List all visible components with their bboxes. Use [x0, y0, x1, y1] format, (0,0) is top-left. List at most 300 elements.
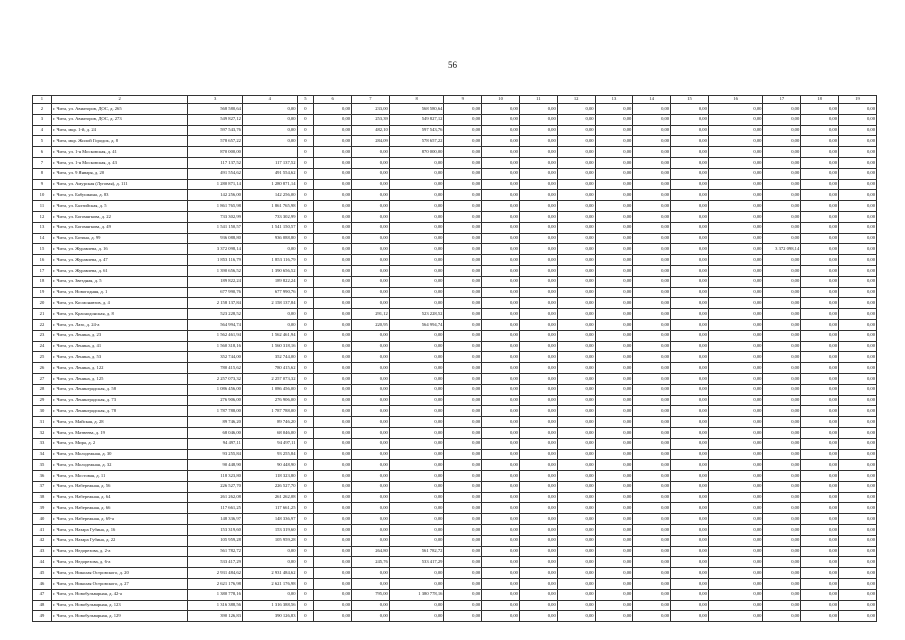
value-cell: 0,00 — [482, 265, 520, 276]
value-cell: 2 257 073,32 — [242, 373, 297, 384]
value-cell: 0,00 — [801, 211, 839, 222]
value-cell: 0,00 — [595, 168, 633, 179]
value-cell: 93 255,84 — [188, 449, 243, 460]
value-cell: 0 — [297, 341, 314, 352]
value-cell: 0,00 — [557, 406, 595, 417]
address-cell: г. Чита, ул. 9 Января, д. 20 — [51, 168, 187, 179]
value-cell: 0,00 — [671, 309, 709, 320]
value-cell: 0,00 — [708, 449, 763, 460]
value-cell: 0 — [297, 287, 314, 298]
value-cell: 564 994,74 — [188, 319, 243, 330]
table-row — [33, 136, 877, 147]
value-cell: 0,00 — [444, 201, 482, 212]
value-cell: 0,00 — [839, 330, 877, 341]
value-cell: 0,00 — [352, 503, 390, 514]
value-cell: 94 497,11 — [188, 438, 243, 449]
value-cell: 0,00 — [763, 568, 801, 579]
value-cell: 0,00 — [482, 136, 520, 147]
value-cell: 0,00 — [557, 535, 595, 546]
value-cell: 3 372 098,14 — [188, 244, 243, 255]
value-cell: 0,00 — [595, 449, 633, 460]
value-cell: 0,00 — [671, 341, 709, 352]
value-cell: 0,00 — [519, 147, 557, 158]
value-cell: 1 280 871,14 — [242, 179, 297, 190]
value-cell: 0,00 — [314, 136, 352, 147]
row-number-cell: 33 — [33, 438, 52, 449]
value-cell: 0,00 — [839, 125, 877, 136]
address-cell: г. Чита, ул. Молодежная, д. 32 — [51, 460, 187, 471]
value-cell: 0,00 — [519, 222, 557, 233]
value-cell: 261 262,08 — [188, 492, 243, 503]
table-row — [33, 406, 877, 417]
value-cell: 0 — [297, 471, 314, 482]
value-cell: 0,00 — [839, 168, 877, 179]
value-cell: 0,00 — [444, 319, 482, 330]
value-cell: 0,00 — [444, 341, 482, 352]
value-cell: 0 — [297, 136, 314, 147]
value-cell: 118 323,80 — [188, 471, 243, 482]
value-cell: 0,00 — [595, 568, 633, 579]
value-cell: 0,00 — [801, 546, 839, 557]
value-cell: 0,00 — [519, 406, 557, 417]
value-cell: 0,00 — [801, 514, 839, 525]
value-cell: 0,00 — [801, 287, 839, 298]
value-cell: 0,00 — [314, 589, 352, 600]
value-cell: 0,00 — [519, 471, 557, 482]
value-cell: 0,00 — [389, 287, 444, 298]
page-number: 56 — [448, 60, 457, 70]
value-cell: 0,00 — [708, 309, 763, 320]
value-cell: 0,00 — [671, 417, 709, 428]
value-cell: 0,00 — [595, 104, 633, 115]
value-cell: 0 — [297, 417, 314, 428]
value-cell: 0,00 — [314, 600, 352, 611]
value-cell: 0,00 — [671, 438, 709, 449]
row-number-cell: 25 — [33, 352, 52, 363]
table-row — [33, 352, 877, 363]
value-cell: 0,00 — [389, 255, 444, 266]
value-cell: 0,00 — [314, 417, 352, 428]
value-cell: 0,00 — [801, 276, 839, 287]
value-cell: 0,00 — [444, 503, 482, 514]
value-cell: 0,00 — [444, 104, 482, 115]
table-row — [33, 481, 877, 492]
header-cell: 1 — [33, 96, 52, 104]
value-cell: 0,00 — [708, 179, 763, 190]
value-cell: 0,00 — [444, 568, 482, 579]
value-cell: 0,00 — [763, 384, 801, 395]
value-cell: 0,00 — [444, 395, 482, 406]
value-cell: 0,00 — [595, 427, 633, 438]
address-cell: г. Чита, ул. Николая Островского, д. 20 — [51, 568, 187, 579]
value-cell: 0,00 — [557, 568, 595, 579]
value-cell: 0,00 — [595, 211, 633, 222]
value-cell: 0,00 — [801, 406, 839, 417]
row-number-cell: 41 — [33, 525, 52, 536]
value-cell: 0 — [297, 157, 314, 168]
value-cell: 0,00 — [633, 514, 671, 525]
value-cell: 0,00 — [314, 104, 352, 115]
value-cell: 0,00 — [633, 417, 671, 428]
value-cell: 0,00 — [839, 514, 877, 525]
value-cell: 0,00 — [519, 298, 557, 309]
value-cell: 0,00 — [314, 611, 352, 622]
value-cell: 0,00 — [633, 265, 671, 276]
value-cell: 0,00 — [763, 309, 801, 320]
value-cell: 0,00 — [801, 190, 839, 201]
value-cell: 0,00 — [557, 255, 595, 266]
table-row — [33, 557, 877, 568]
value-cell: 0,00 — [314, 309, 352, 320]
value-cell: 0,00 — [801, 298, 839, 309]
address-cell: г. Чита, ул. Недорезова, д. 6-а — [51, 557, 187, 568]
value-cell: 1 787 788,00 — [188, 406, 243, 417]
value-cell: 549 827,12 — [389, 114, 444, 125]
value-cell: 0,00 — [519, 190, 557, 201]
row-number-cell: 6 — [33, 147, 52, 158]
value-cell: 0,00 — [519, 341, 557, 352]
value-cell: 0,00 — [671, 481, 709, 492]
value-cell: 0,00 — [352, 276, 390, 287]
value-cell: 148 336,97 — [242, 514, 297, 525]
value-cell: 0,00 — [482, 255, 520, 266]
value-cell: 0,00 — [801, 611, 839, 622]
value-cell: 0,00 — [671, 525, 709, 536]
value-cell: 0,00 — [314, 330, 352, 341]
row-number-cell: 19 — [33, 287, 52, 298]
value-cell: 0,00 — [633, 600, 671, 611]
value-cell: 0 — [297, 104, 314, 115]
value-cell: 0,00 — [839, 157, 877, 168]
value-cell: 0,00 — [763, 600, 801, 611]
value-cell: 0,00 — [763, 265, 801, 276]
value-cell: 0,00 — [839, 201, 877, 212]
value-cell: 148 336,97 — [188, 514, 243, 525]
value-cell: 0,00 — [482, 460, 520, 471]
value-cell: 0,00 — [352, 233, 390, 244]
value-cell: 0,00 — [519, 503, 557, 514]
value-cell: 0,00 — [389, 600, 444, 611]
value-cell: 0,00 — [444, 298, 482, 309]
row-number-cell: 47 — [33, 589, 52, 600]
value-cell: 2 158 137,84 — [242, 298, 297, 309]
value-cell: 2 257 073,32 — [188, 373, 243, 384]
value-cell: 0,00 — [671, 287, 709, 298]
value-cell: 142 256,00 — [242, 190, 297, 201]
value-cell: 0,00 — [763, 417, 801, 428]
value-cell: 0 — [297, 611, 314, 622]
address-cell: г. Чита, ул. Молодежная, д. 30 — [51, 449, 187, 460]
value-cell: 0,00 — [839, 136, 877, 147]
value-cell: 1 861 765,98 — [188, 201, 243, 212]
value-cell: 0,00 — [444, 600, 482, 611]
value-cell: 1 560 318,16 — [188, 341, 243, 352]
value-cell: 0,00 — [708, 287, 763, 298]
value-cell: 0,00 — [314, 147, 352, 158]
value-cell: 0,00 — [801, 503, 839, 514]
value-cell: 0,00 — [839, 438, 877, 449]
value-cell: 0,00 — [595, 600, 633, 611]
value-cell: 0,00 — [519, 363, 557, 374]
value-cell: 0 — [297, 557, 314, 568]
value-cell: 0,00 — [633, 255, 671, 266]
value-cell: 0,00 — [801, 157, 839, 168]
value-cell: 0,00 — [671, 136, 709, 147]
value-cell: 0,00 — [314, 298, 352, 309]
value-cell: 0,00 — [763, 460, 801, 471]
value-cell: 0,00 — [671, 406, 709, 417]
value-cell: 523 228,52 — [188, 309, 243, 320]
value-cell: 0,00 — [482, 449, 520, 460]
header-cell: 9 — [444, 96, 482, 104]
address-cell: г. Чита, ул. Богомягкова, д. 49 — [51, 222, 187, 233]
value-cell: 0 — [297, 438, 314, 449]
value-cell: 0,00 — [444, 579, 482, 590]
value-cell: 0,00 — [595, 417, 633, 428]
value-cell: 0,00 — [633, 460, 671, 471]
value-cell: 0,00 — [314, 525, 352, 536]
table-row — [33, 233, 877, 244]
table-row — [33, 600, 877, 611]
value-cell: 0,00 — [633, 481, 671, 492]
value-cell: 0 — [297, 114, 314, 125]
value-cell: 0 — [297, 168, 314, 179]
value-cell: 0,00 — [444, 287, 482, 298]
value-cell: 0,00 — [801, 568, 839, 579]
value-cell: 0,00 — [595, 611, 633, 622]
table-row — [33, 503, 877, 514]
value-cell: 0,00 — [352, 492, 390, 503]
value-cell: 0,00 — [519, 579, 557, 590]
value-cell: 245,76 — [352, 557, 390, 568]
address-cell: г. Чита, ул. Авиаторов, ДОС, д. 273 — [51, 114, 187, 125]
value-cell: 0,00 — [314, 287, 352, 298]
value-cell: 0,00 — [708, 190, 763, 201]
value-cell: 0 — [297, 190, 314, 201]
table-row — [33, 309, 877, 320]
value-cell: 0,00 — [708, 460, 763, 471]
value-cell: 0,00 — [595, 309, 633, 320]
value-cell: 0,00 — [352, 190, 390, 201]
value-cell: 0,00 — [389, 535, 444, 546]
value-cell: 0,00 — [352, 363, 390, 374]
row-number-cell: 43 — [33, 546, 52, 557]
value-cell: 0,00 — [763, 276, 801, 287]
value-cell: 0,00 — [763, 395, 801, 406]
value-cell: 0,00 — [482, 341, 520, 352]
address-cell: г. Чита, ул. Новобульварная, д. 42-а — [51, 589, 187, 600]
value-cell: 0 — [297, 395, 314, 406]
value-cell: 0,00 — [352, 287, 390, 298]
value-cell: 90 448,90 — [188, 460, 243, 471]
table-row — [33, 471, 877, 482]
row-number-cell: 34 — [33, 449, 52, 460]
header-cell: 7 — [352, 96, 390, 104]
value-cell: 0,00 — [708, 546, 763, 557]
value-cell: 0,00 — [708, 373, 763, 384]
value-cell: 0,00 — [595, 579, 633, 590]
value-cell: 0,00 — [482, 546, 520, 557]
value-cell: 0,00 — [352, 579, 390, 590]
value-cell: 0,00 — [671, 363, 709, 374]
value-cell: 0,00 — [633, 611, 671, 622]
value-cell: 0,00 — [389, 298, 444, 309]
value-cell: 0,00 — [444, 384, 482, 395]
table-row — [33, 492, 877, 503]
value-cell: 0,00 — [352, 298, 390, 309]
value-cell: 0,00 — [801, 438, 839, 449]
value-cell: 0 — [297, 589, 314, 600]
value-cell: 0,00 — [801, 373, 839, 384]
value-cell: 0,00 — [763, 535, 801, 546]
value-cell: 0,00 — [519, 589, 557, 600]
value-cell: 0,00 — [633, 157, 671, 168]
value-cell: 0,00 — [801, 352, 839, 363]
value-cell: 0,00 — [389, 222, 444, 233]
value-cell: 0,00 — [763, 330, 801, 341]
value-cell: 0,00 — [633, 406, 671, 417]
value-cell: 0 — [297, 244, 314, 255]
value-cell: 1 560 318,16 — [242, 341, 297, 352]
value-cell: 0,00 — [633, 147, 671, 158]
address-cell: г. Чита, ул. Новобульварная, д. 123 — [51, 600, 187, 611]
value-cell: 0,00 — [839, 255, 877, 266]
value-cell: 0 — [297, 503, 314, 514]
value-cell: 0,00 — [314, 265, 352, 276]
value-cell: 0,00 — [595, 546, 633, 557]
value-cell: 0,00 — [389, 438, 444, 449]
value-cell: 564 994,74 — [389, 319, 444, 330]
value-cell: 0,00 — [708, 341, 763, 352]
row-number-cell: 7 — [33, 157, 52, 168]
table-row — [33, 201, 877, 212]
value-cell: 0,00 — [352, 265, 390, 276]
row-number-cell: 40 — [33, 514, 52, 525]
value-cell: 0,00 — [444, 330, 482, 341]
value-cell: 0,00 — [839, 319, 877, 330]
value-cell: 0,00 — [671, 179, 709, 190]
value-cell: 0,00 — [444, 449, 482, 460]
value-cell: 0,00 — [314, 384, 352, 395]
value-cell: 0,00 — [389, 427, 444, 438]
row-number-cell: 3 — [33, 114, 52, 125]
value-cell: 0,00 — [763, 114, 801, 125]
value-cell: 0,00 — [444, 471, 482, 482]
value-cell: 0,00 — [708, 525, 763, 536]
value-cell: 276 906,00 — [188, 395, 243, 406]
table-row — [33, 384, 877, 395]
value-cell: 0,00 — [633, 384, 671, 395]
value-cell: 0,00 — [557, 352, 595, 363]
value-cell: 0,00 — [519, 287, 557, 298]
value-cell: 0,00 — [557, 211, 595, 222]
value-cell: 0,00 — [671, 255, 709, 266]
value-cell: 352 744,00 — [242, 352, 297, 363]
value-cell: 93 255,84 — [242, 449, 297, 460]
value-cell: 0,00 — [633, 136, 671, 147]
value-cell: 0,00 — [519, 535, 557, 546]
value-cell: 0,00 — [482, 589, 520, 600]
value-cell: 0,00 — [242, 557, 297, 568]
value-cell: 90 448,90 — [242, 460, 297, 471]
value-cell: 0,00 — [444, 211, 482, 222]
value-cell: 0,00 — [708, 244, 763, 255]
value-cell: 0,00 — [595, 330, 633, 341]
value-cell: 0,00 — [444, 481, 482, 492]
value-cell: 0,00 — [708, 395, 763, 406]
value-cell: 0,00 — [314, 568, 352, 579]
value-cell: 0,00 — [839, 449, 877, 460]
value-cell: 0,00 — [839, 265, 877, 276]
value-cell: 0,00 — [633, 211, 671, 222]
value-cell: 0,00 — [314, 341, 352, 352]
value-cell: 578 657,22 — [389, 136, 444, 147]
value-cell: 0,00 — [671, 114, 709, 125]
value-cell: 0,00 — [482, 503, 520, 514]
value-cell: 0,00 — [444, 557, 482, 568]
value-cell: 0,00 — [519, 546, 557, 557]
address-cell: г. Чита, ул. Матвеева, д. 19 — [51, 427, 187, 438]
value-cell: 578 657,22 — [188, 136, 243, 147]
value-cell: 0,00 — [557, 600, 595, 611]
value-cell: 0,00 — [482, 384, 520, 395]
value-cell: 0,00 — [314, 211, 352, 222]
value-cell: 0,00 — [839, 373, 877, 384]
value-cell: 0,00 — [352, 514, 390, 525]
table-header-row — [33, 96, 877, 104]
table-row — [33, 222, 877, 233]
value-cell: 0 — [297, 330, 314, 341]
value-cell: 0,00 — [595, 492, 633, 503]
value-cell: 0,00 — [633, 568, 671, 579]
value-cell: 0,00 — [633, 352, 671, 363]
row-number-cell: 20 — [33, 298, 52, 309]
value-cell: 0,00 — [671, 546, 709, 557]
value-cell: 0,00 — [633, 201, 671, 212]
value-cell: 0,00 — [595, 147, 633, 158]
value-cell: 0,00 — [557, 384, 595, 395]
value-cell: 0,00 — [557, 276, 595, 287]
value-cell: 0,00 — [314, 255, 352, 266]
value-cell: 0,00 — [352, 255, 390, 266]
value-cell: 1 541 150,57 — [242, 222, 297, 233]
value-cell: 0 — [297, 363, 314, 374]
value-cell: 0,00 — [314, 319, 352, 330]
header-cell: 14 — [633, 96, 671, 104]
value-cell: 0,00 — [763, 373, 801, 384]
value-cell: 0,00 — [482, 244, 520, 255]
value-cell: 0,00 — [801, 471, 839, 482]
value-cell: 0,00 — [671, 384, 709, 395]
value-cell: 0,00 — [444, 276, 482, 287]
value-cell: 0,00 — [444, 352, 482, 363]
value-cell: 0 — [297, 276, 314, 287]
value-cell: 491 554,62 — [242, 168, 297, 179]
value-cell: 0,00 — [557, 330, 595, 341]
address-cell: г. Чита, ул. Ленина, д. 23 — [51, 330, 187, 341]
value-cell: 89 746,20 — [242, 417, 297, 428]
value-cell: 0,00 — [633, 168, 671, 179]
value-cell: 153 319,60 — [242, 525, 297, 536]
value-cell: 0,00 — [839, 309, 877, 320]
header-cell: 4 — [242, 96, 297, 104]
value-cell: 0,00 — [839, 579, 877, 590]
value-cell: 0,00 — [557, 201, 595, 212]
table-row — [33, 265, 877, 276]
value-cell: 0,00 — [519, 157, 557, 168]
value-cell: 561 782,72 — [188, 546, 243, 557]
value-cell: 0,00 — [801, 244, 839, 255]
